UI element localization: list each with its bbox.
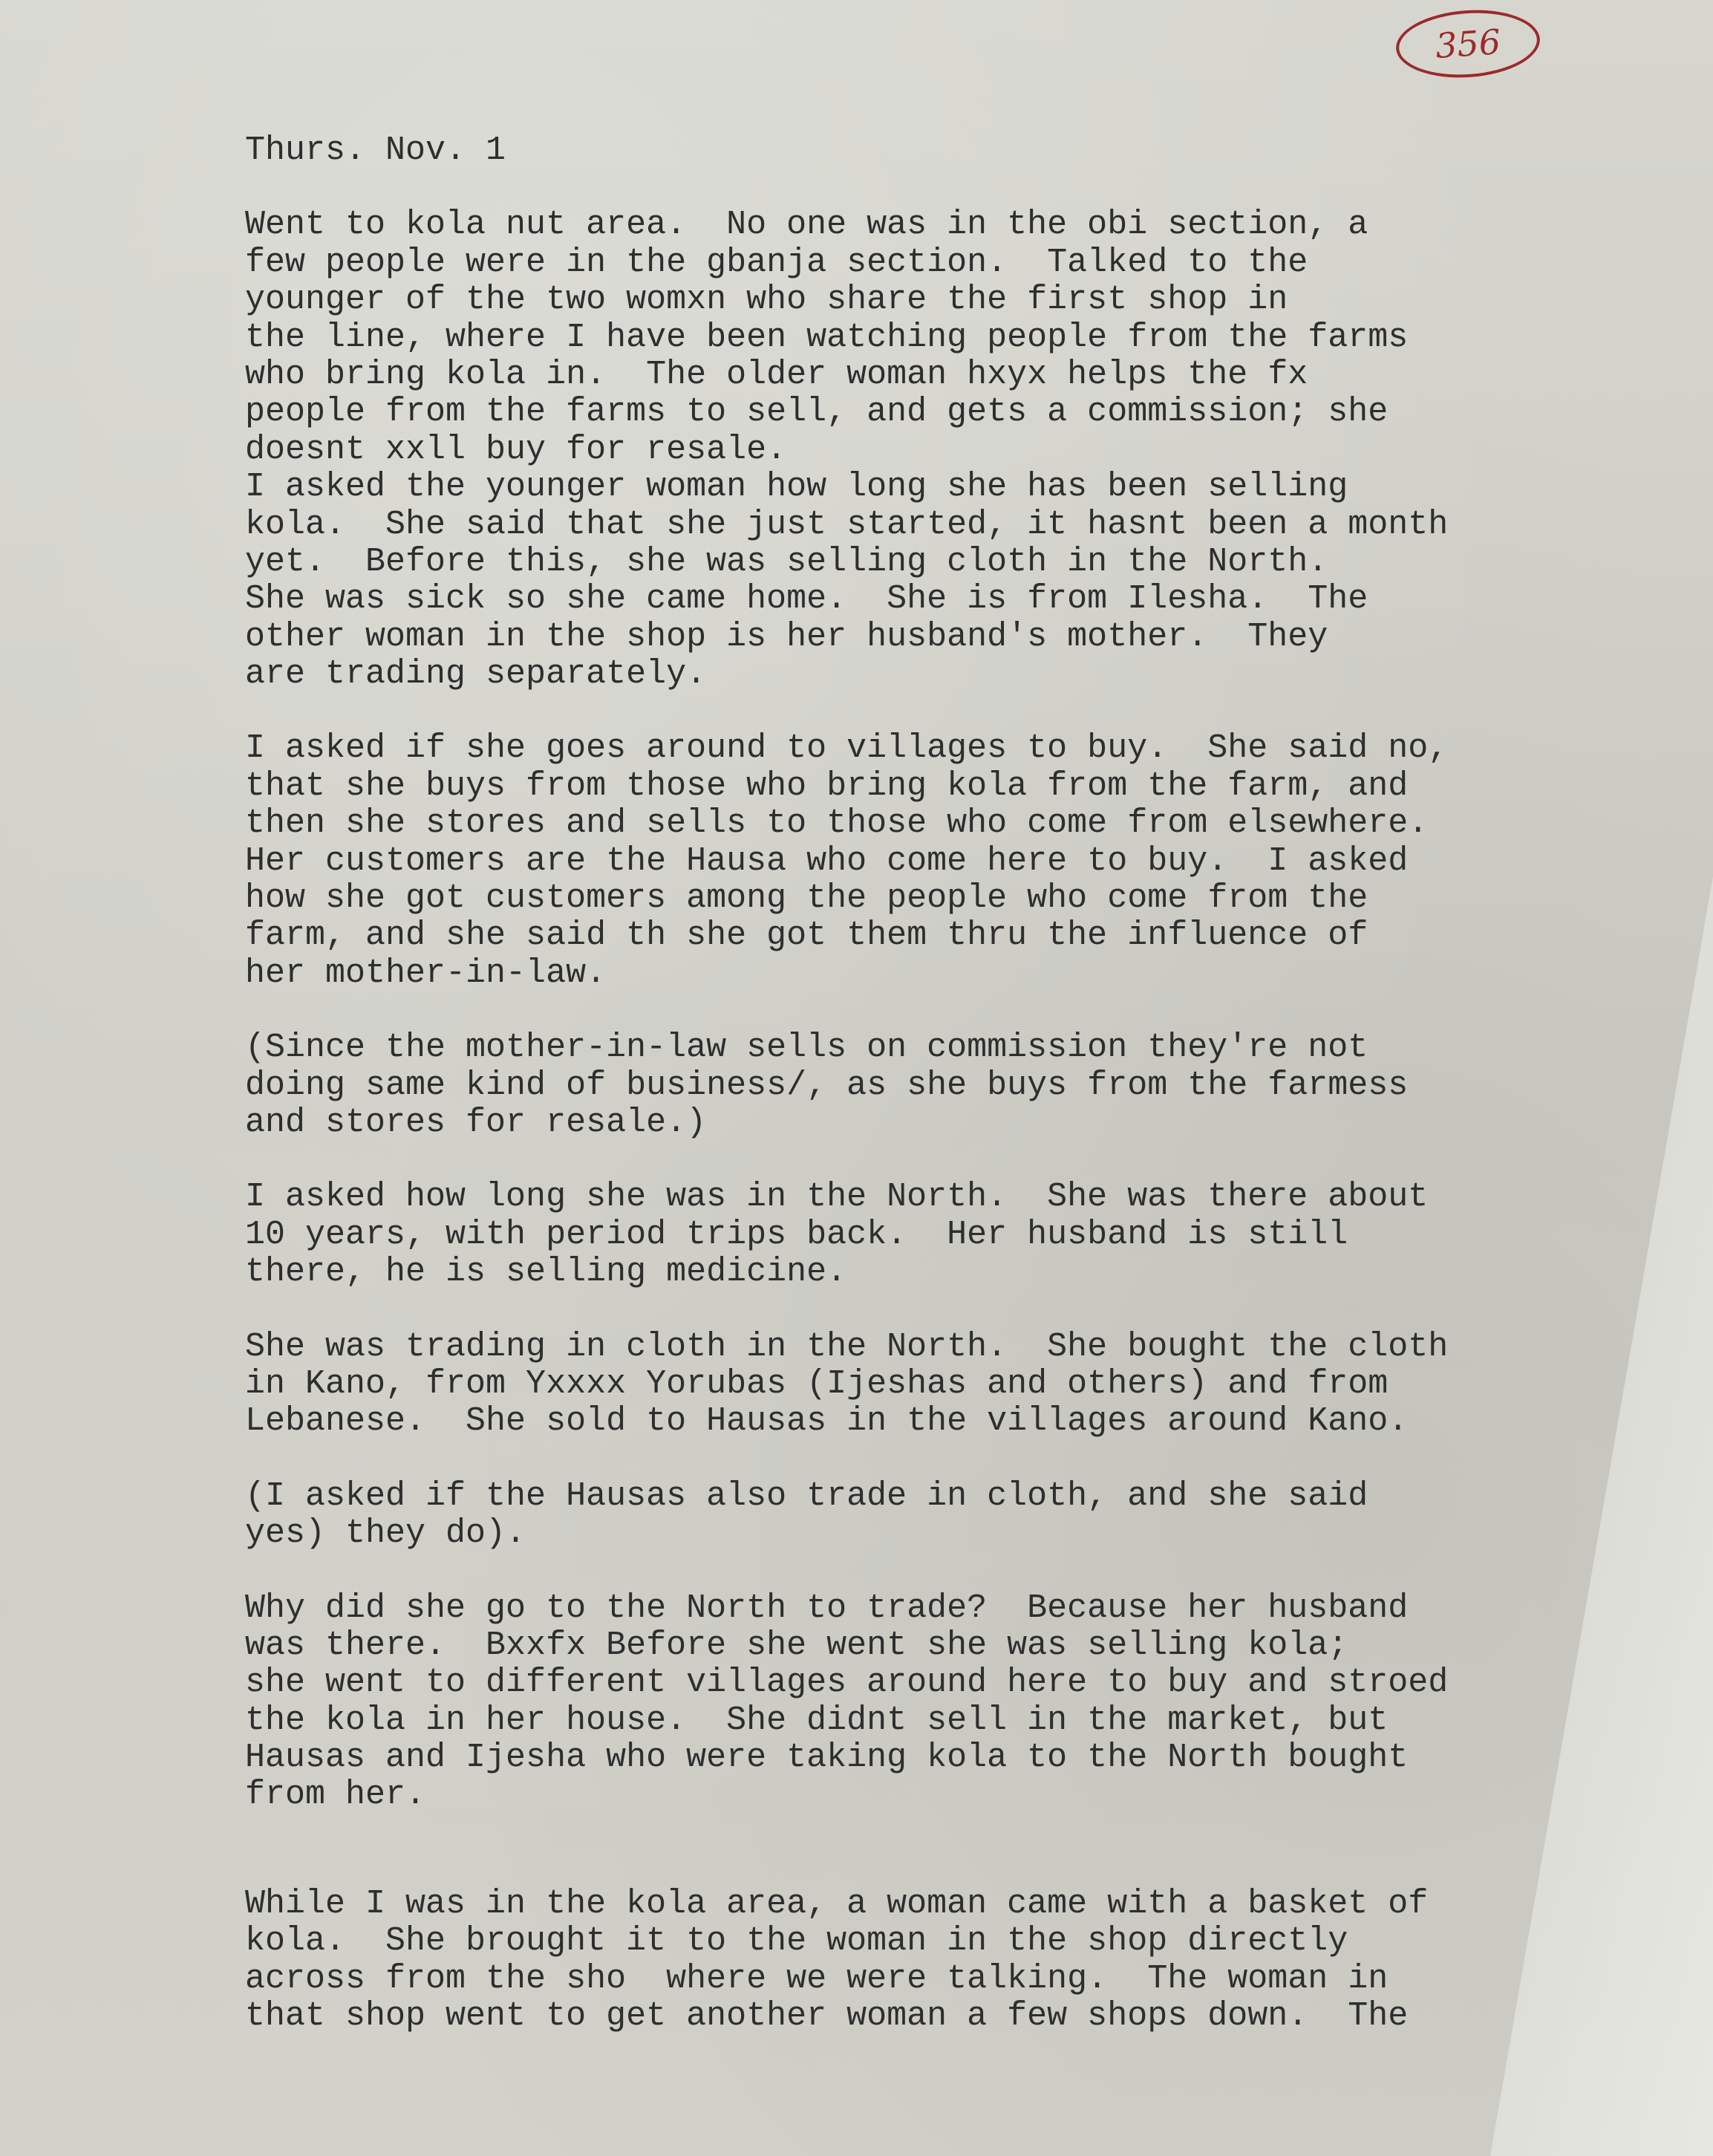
text-line: are trading separately.	[245, 655, 707, 694]
text-line: (I asked if the Hausas also trade in cloth, and she said	[245, 1476, 1368, 1515]
text-line: from her.	[245, 1776, 426, 1814]
paragraph-1	[245, 206, 1574, 469]
date-heading: Thurs. Nov. 1	[245, 131, 506, 169]
text-line: 10 years, with period trips back. Her husband is still	[245, 1215, 1348, 1254]
text-line: that shop went to get another woman a few shops down. The	[245, 1997, 1409, 2036]
text-line: then she stores and sells to those who come from elsewhere.	[245, 804, 1429, 843]
paragraph-4	[245, 1029, 1574, 1141]
text-line: While I was in the kola area, a woman came with a basket of	[245, 1884, 1429, 1923]
text-line: who bring kola in. The older woman hxyx helps the fx	[245, 355, 1308, 394]
text-line: she went to different villages around here to buy and stroed	[245, 1664, 1449, 1702]
text-line: few people were in the gbanja section. Talked to the	[245, 243, 1308, 281]
text-line: I asked if she goes around to villages to buy. She said no,	[245, 729, 1449, 768]
paragraph-8	[245, 1590, 1574, 1814]
page-number-stamp: 356	[1394, 5, 1542, 82]
text-line: across from the sho where we were talking. The woman in	[245, 1959, 1389, 1998]
text-line: how she got customers among the people who come from the	[245, 879, 1368, 918]
text-line: was there. Bxxfx Before she went she was selling kola;	[245, 1626, 1348, 1664]
text-line: yes) they do).	[245, 1514, 526, 1553]
text-line: the line, where I have been watching people from the farms	[245, 318, 1409, 356]
text-line: that she buys from those who bring kola from the farm, and	[245, 766, 1409, 805]
typed-text-body	[245, 132, 1574, 2035]
text-line: Her customers are the Hausa who come here to buy. I asked	[245, 841, 1409, 880]
text-line: the kola in her house. She didnt sell in the market, but	[245, 1701, 1389, 1739]
text-line: kola. She said that she just started, it hasnt been a month	[245, 505, 1449, 544]
text-line: there, he is selling medicine.	[245, 1253, 847, 1292]
text-line: Why did she go to the North to trade? Because her husband	[245, 1589, 1409, 1627]
text-line: farm, and she said th she got them thru the influence of	[245, 916, 1368, 955]
text-line: Hausas and Ijesha who were taking kola to the North bought	[245, 1739, 1409, 1777]
text-line: younger of the two womxn who share the first shop in	[245, 281, 1288, 319]
text-line: (Since the mother-in-law sells on commission they're not	[245, 1029, 1368, 1067]
paragraph-5	[245, 1179, 1574, 1291]
paragraph-6	[245, 1329, 1574, 1441]
text-line: yet. Before this, she was selling cloth in the North.	[245, 542, 1328, 581]
text-line: kola. She brought it to the woman in the shop directly	[245, 1922, 1348, 1961]
paragraph-9	[245, 1886, 1574, 2036]
text-line: her mother-in-law.	[245, 954, 607, 992]
text-line: other woman in the shop is her husband's mother. They	[245, 617, 1328, 656]
text-line: She was trading in cloth in the North. She bought the cloth	[245, 1327, 1449, 1366]
text-line: people from the farms to sell, and gets a commission; she	[245, 393, 1389, 431]
text-line: I asked the younger woman how long she has been selling	[245, 468, 1348, 507]
text-line: Went to kola nut area. No one was in the obi section, a	[245, 206, 1368, 244]
paragraph-3	[245, 730, 1574, 992]
text-line: Lebanese. She sold to Hausas in the villages around Kano.	[245, 1402, 1409, 1441]
text-line: and stores for resale.)	[245, 1104, 707, 1141]
text-line: doesnt xxll buy for resale.	[245, 430, 787, 469]
text-line: doing same kind of business/, as she buys from the farmess	[245, 1066, 1409, 1104]
paragraph-7	[245, 1478, 1574, 1553]
text-line: She was sick so she came home. She is from Ilesha. The	[245, 580, 1368, 619]
text-line: I asked how long she was in the North. She was there about	[245, 1178, 1429, 1217]
text-line: in Kano, from Yxxxx Yorubas (Ijeshas and others) and from	[245, 1364, 1389, 1403]
paragraph-2	[245, 469, 1574, 693]
